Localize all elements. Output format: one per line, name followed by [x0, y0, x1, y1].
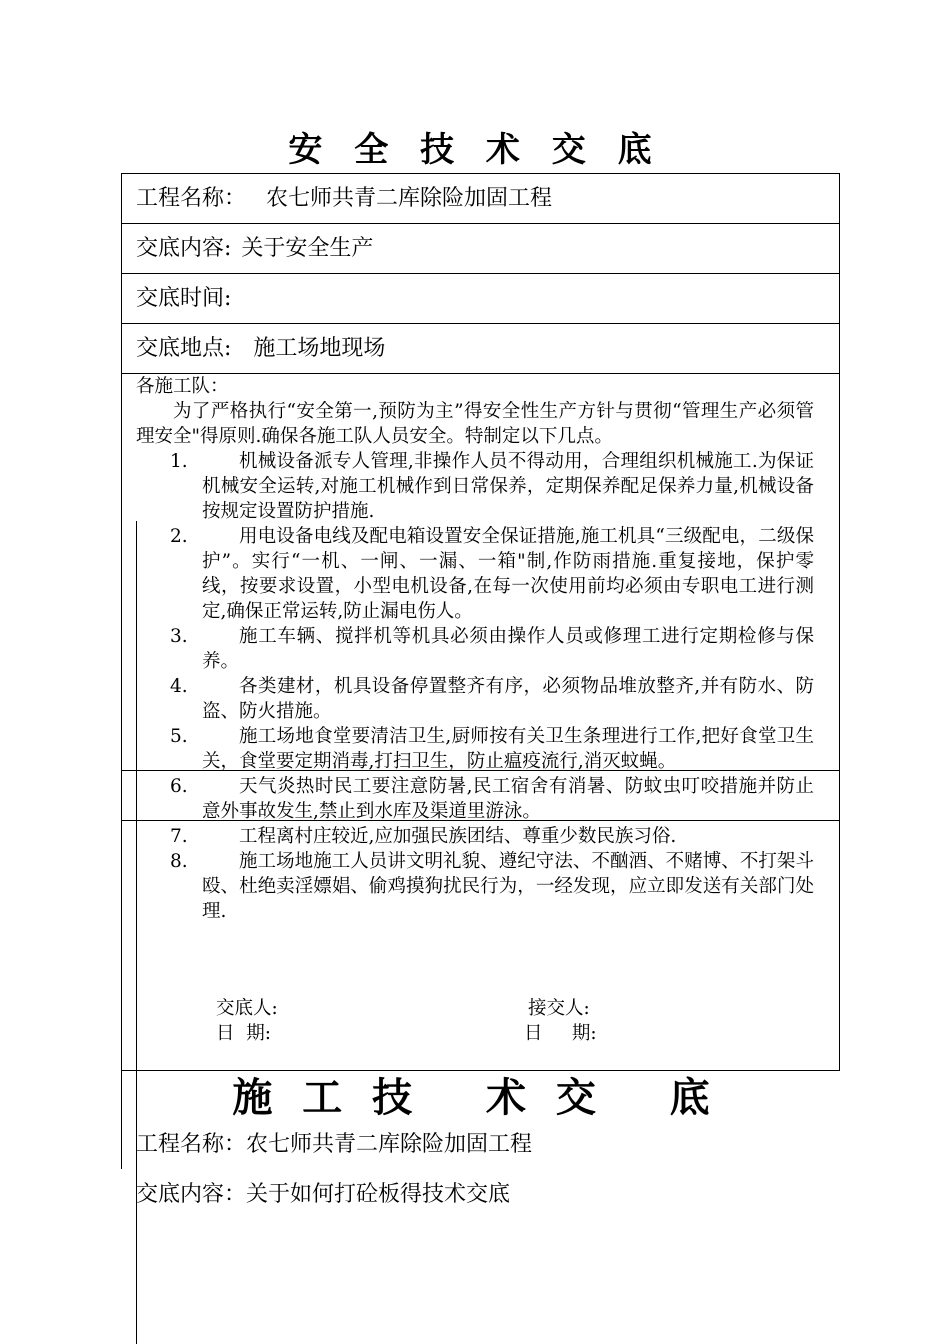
briefing-content-row	[136, 234, 373, 264]
list-item: 4. 各类建材，机具设备停置整齐有序，必须物品堆放整齐,并有防水、防盗、防火措施。	[170, 676, 814, 722]
receiver-date-label: 日 期:	[524, 1023, 597, 1044]
briefing-time-row	[136, 284, 231, 314]
addressee: 各施工队：	[136, 376, 229, 397]
list-item: 2. 用电设备电线及配电箱设置安全保证措施,施工机具“三级配电，二级保护”。实行“一机、一闸、一漏、一箱"制,作防雨措施.重复接地，保护零线，按要求设置，小型电机设备,在每一次使用前均必须由专职电工进行测定,确保正常运转,防止漏电伤人。	[170, 526, 814, 622]
giver-date-label: 日 期:	[216, 1023, 271, 1044]
safety-briefing-title: 安 全 技 术 交 底	[288, 130, 662, 170]
briefing-content-value: 关于安全生产	[241, 236, 374, 261]
project-name-label: 工程名称：	[136, 186, 247, 211]
intro-paragraph: 为了严格执行“安全第一,预防为主”得安全性生产方针与贯彻“管理生产必须管理安全"得原则.确保各施工队人员安全。特制定以下几点。	[136, 401, 814, 447]
tech-briefing-content-value: 关于如何打砼板得技术交底	[246, 1182, 511, 1207]
briefing-time-label: 交底时间:	[136, 286, 232, 311]
project-name-value: 农七师共青二库除险加固工程	[266, 186, 553, 211]
row-divider	[121, 273, 840, 274]
briefing-receiver-label: 接交人:	[528, 998, 590, 1019]
list-item: 6. 天气炎热时民工要注意防暑,民工宿舍有消暑、防蚊虫叮咬措施并防止意外事故发生,禁止到水库及渠道里游泳。	[170, 776, 814, 822]
project-name-row	[136, 184, 552, 214]
list-item: 5. 施工场地食堂要清洁卫生,厨师按有关卫生条理进行工作,把好食堂卫生关，食堂要定期消毒,打扫卫生，防止瘟疫流行,消灭蚊蝇。	[170, 726, 814, 772]
safety-rules-list	[136, 449, 814, 924]
briefing-content-label: 交底内容:	[136, 236, 232, 261]
tech-briefing-content-label: 交底内容：	[136, 1182, 247, 1207]
tech-project-name-label: 工程名称：	[136, 1132, 247, 1157]
technical-briefing-title: 施 工 技 术 交 底	[232, 1074, 718, 1121]
briefing-place-row	[136, 334, 385, 364]
briefing-body	[136, 374, 814, 924]
list-item: 1. 机械设备派专人管理,非操作人员不得动用，合理组织机械施工.为保证机械安全运转,对施工机械作到日常保养，定期保养配足保养力量,机械设备按规定设置防护措施.	[170, 451, 814, 522]
list-item: 8. 施工场地施工人员讲文明礼貌、遵纪守法、不酗酒、不赌博、不打架斗殴、杜绝卖淫嫖娼、偷鸡摸狗扰民行为，一经发现，应立即发送有关部门处理.	[170, 851, 814, 922]
list-item: 7. 工程离村庄较近,应加强民族团结、尊重少数民族习俗.	[170, 826, 677, 847]
briefing-giver-label: 交底人:	[216, 998, 278, 1019]
tech-briefing-content-row	[136, 1180, 510, 1210]
tech-project-name-value: 农七师共青二库除险加固工程	[246, 1132, 533, 1157]
briefing-place-label: 交底地点:	[136, 336, 232, 361]
row-divider	[121, 323, 840, 324]
row-divider	[121, 223, 840, 224]
tech-project-name-row	[136, 1130, 532, 1160]
list-item: 3. 施工车辆、搅拌机等机具必须由操作人员或修理工进行定期检修与保养。	[170, 626, 814, 672]
briefing-place-value: 施工场地现场	[253, 336, 386, 361]
